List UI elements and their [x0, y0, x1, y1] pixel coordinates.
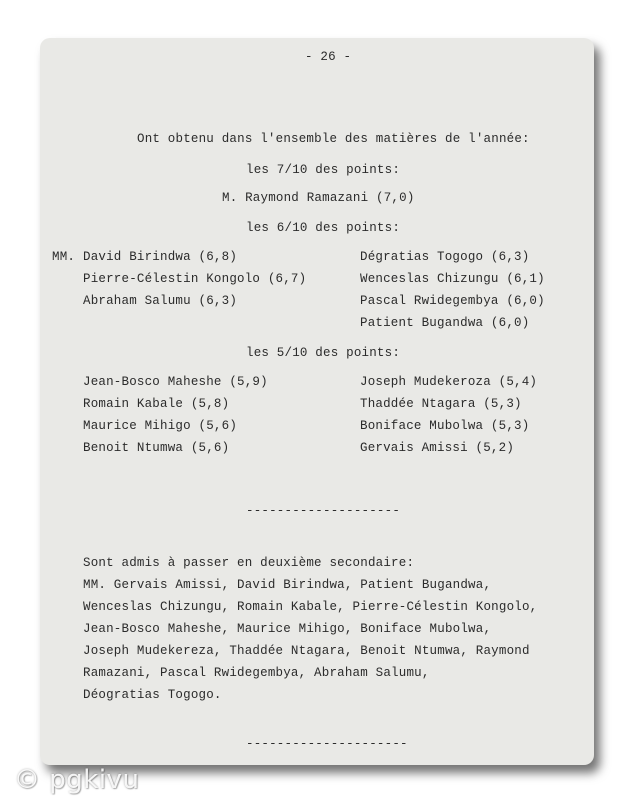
list-item: Abraham Salumu (6,3) [83, 294, 238, 308]
document-page [40, 38, 594, 765]
list-item: David Birindwa (6,8) [83, 250, 238, 264]
prefix-mm: MM. [52, 250, 76, 264]
admitted-line: Joseph Mudekereza, Thaddée Ntagara, Benoit Ntumwa, Raymond [83, 644, 530, 658]
list-item: Jean-Bosco Maheshe (5,9) [83, 375, 268, 389]
list-item: Wenceslas Chizungu (6,1) [360, 272, 545, 286]
admitted-line: Wenceslas Chizungu, Romain Kabale, Pierre-Célestin Kongolo, [83, 600, 538, 614]
admitted-line: Déogratias Togogo. [83, 688, 222, 702]
intro-line: Ont obtenu dans l'ensemble des matières de l'année: [137, 132, 530, 146]
list-item: Boniface Mubolwa (5,3) [360, 419, 530, 433]
admitted-line: Ramazani, Pascal Rwidegembya, Abraham Salumu, [83, 666, 430, 680]
heading-7-10: les 7/10 des points: [246, 163, 401, 177]
list-item: Romain Kabale (5,8) [83, 397, 230, 411]
list-item: Patient Bugandwa (6,0) [360, 316, 530, 330]
heading-5-10: les 5/10 des points: [246, 346, 401, 360]
admitted-line: MM. Gervais Amissi, David Birindwa, Patient Bugandwa, [83, 578, 492, 592]
list-item: Gervais Amissi (5,2) [360, 441, 515, 455]
heading-6-10: les 6/10 des points: [246, 221, 401, 235]
admitted-line: Jean-Bosco Maheshe, Maurice Mihigo, Boniface Mubolwa, [83, 622, 492, 636]
page-number: - 26 - [305, 50, 352, 64]
separator: -------------------- [246, 504, 401, 518]
watermark: © pgkivu [14, 765, 140, 795]
entry-7-10: M. Raymond Ramazani (7,0) [222, 191, 415, 205]
list-item: Joseph Mudekeroza (5,4) [360, 375, 538, 389]
list-item: Pierre-Célestin Kongolo (6,7) [83, 272, 307, 286]
list-item: Dégratias Togogo (6,3) [360, 250, 530, 264]
list-item: Benoit Ntumwa (5,6) [83, 441, 230, 455]
separator: --------------------- [246, 737, 408, 751]
admitted-heading: Sont admis à passer en deuxième secondaire: [83, 556, 415, 570]
list-item: Thaddée Ntagara (5,3) [360, 397, 522, 411]
list-item: Maurice Mihigo (5,6) [83, 419, 238, 433]
list-item: Pascal Rwidegembya (6,0) [360, 294, 545, 308]
